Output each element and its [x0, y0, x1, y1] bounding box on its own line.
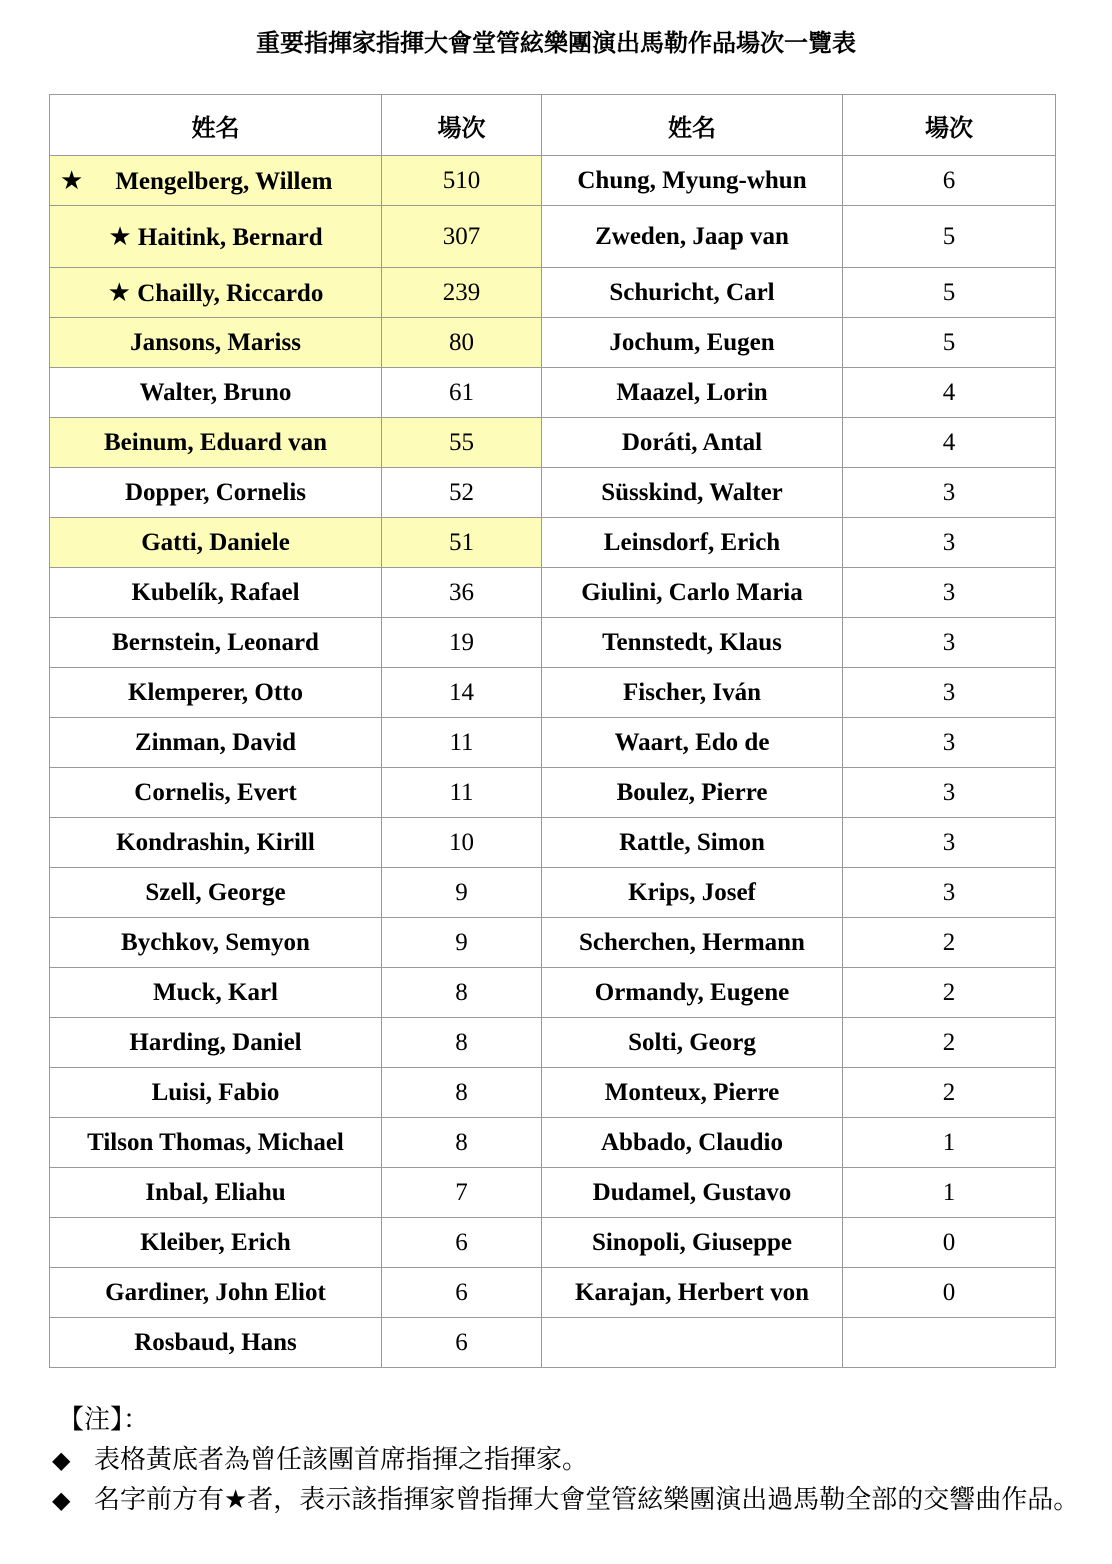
conductor-name: Mengelberg, Willem	[115, 167, 333, 195]
conductor-name: Haitink, Bernard	[137, 223, 323, 251]
conductor-name-cell: Sinopoli, Giuseppe	[542, 1218, 843, 1268]
conductor-name: Kondrashin, Kirill	[116, 828, 315, 856]
star-icon: ★	[107, 277, 131, 308]
performance-count-cell: 51	[382, 518, 542, 568]
conductor-name-cell	[50, 1068, 382, 1118]
performance-count-cell: 3	[843, 768, 1056, 818]
conductor-name: Walter, Bruno	[139, 378, 292, 406]
table-row	[50, 1118, 1056, 1168]
star-icon: ★	[108, 221, 132, 252]
performance-count-cell: 510	[382, 156, 542, 206]
conductor-name: Luisi, Fabio	[151, 1078, 280, 1106]
table-row	[50, 618, 1056, 668]
conductor-name: Bernstein, Leonard	[112, 628, 319, 656]
conductor-name: Chailly, Riccardo	[137, 279, 324, 307]
performance-count-cell: 52	[382, 468, 542, 518]
performance-count-cell: 6	[382, 1318, 542, 1368]
conductor-name-cell	[50, 206, 382, 268]
performance-count-cell: 6	[843, 156, 1056, 206]
performance-count-cell: 3	[843, 518, 1056, 568]
performance-count-cell: 5	[843, 318, 1056, 368]
performance-count-cell: 3	[843, 718, 1056, 768]
performance-count-cell: 1	[843, 1168, 1056, 1218]
conductor-name: Inbal, Eliahu	[145, 1178, 286, 1206]
performance-count-cell: 3	[843, 818, 1056, 868]
table-row	[50, 1168, 1056, 1218]
conductor-name-cell: Maazel, Lorin	[542, 368, 843, 418]
header-name-right: 姓名	[542, 95, 843, 156]
conductor-name-cell: Scherchen, Hermann	[542, 918, 843, 968]
table-row	[50, 368, 1056, 418]
header-count-left: 場次	[382, 95, 542, 156]
table-row	[50, 1218, 1056, 1268]
performance-count-cell: 239	[382, 268, 542, 318]
conductor-name-cell: Leinsdorf, Erich	[542, 518, 843, 568]
conductor-name-cell	[50, 1218, 382, 1268]
table-row	[50, 268, 1056, 318]
table-row	[50, 568, 1056, 618]
conductor-name: Gardiner, John Eliot	[105, 1278, 326, 1306]
performance-count-cell: 8	[382, 968, 542, 1018]
performance-count-cell: 2	[843, 1018, 1056, 1068]
diamond-bullet-icon: ◆	[52, 1486, 71, 1514]
conductor-name: Dopper, Cornelis	[124, 478, 307, 506]
conductor-name-cell	[50, 968, 382, 1018]
conductor-name-cell	[50, 1118, 382, 1168]
header-name-left: 姓名	[50, 95, 382, 156]
performance-count-cell: 4	[843, 418, 1056, 468]
performance-count-cell: 55	[382, 418, 542, 468]
star-icon: ★	[60, 165, 84, 196]
performance-count-cell: 0	[843, 1218, 1056, 1268]
table-row	[50, 868, 1056, 918]
performance-count-cell: 8	[382, 1118, 542, 1168]
performance-count-cell: 10	[382, 818, 542, 868]
conductor-name-cell: Fischer, Iván	[542, 668, 843, 718]
conductor-name-cell: Süsskind, Walter	[542, 468, 843, 518]
conductor-name-cell: Rattle, Simon	[542, 818, 843, 868]
table-row	[50, 1268, 1056, 1318]
conductor-name: Kubelík, Rafael	[131, 578, 300, 606]
conductor-name: Rosbaud, Hans	[134, 1328, 297, 1356]
performance-count-cell: 36	[382, 568, 542, 618]
performance-count-cell: 307	[382, 206, 542, 268]
conductor-name: Zinman, David	[134, 728, 297, 756]
performance-count-cell: 19	[382, 618, 542, 668]
conductor-name-cell	[50, 268, 382, 318]
table-header-row	[50, 95, 1056, 156]
performance-count-cell: 5	[843, 206, 1056, 268]
note-item	[52, 1480, 1092, 1520]
table-row	[50, 468, 1056, 518]
table-row	[50, 1068, 1056, 1118]
notes-heading: 【注】：	[58, 1405, 150, 1435]
conductor-name-cell	[50, 668, 382, 718]
performance-count-cell: 11	[382, 718, 542, 768]
conductor-name: Cornelis, Evert	[134, 778, 297, 806]
conductor-name-cell	[542, 1318, 843, 1368]
conductor-name-cell: Jochum, Eugen	[542, 318, 843, 368]
page-title: 重要指揮家指揮大會堂管絃樂團演出馬勒作品場次一覽表	[256, 29, 856, 57]
conductor-name-cell	[50, 156, 382, 206]
table-row	[50, 818, 1056, 868]
conductor-name: Gatti, Daniele	[141, 528, 290, 556]
conductor-name-cell	[50, 418, 382, 468]
conductor-name-cell	[50, 868, 382, 918]
table-row	[50, 518, 1056, 568]
performance-count-cell: 11	[382, 768, 542, 818]
table-row	[50, 206, 1056, 268]
performance-count-cell: 3	[843, 668, 1056, 718]
performance-count-cell: 7	[382, 1168, 542, 1218]
performance-count-cell: 8	[382, 1018, 542, 1068]
performance-count-cell: 80	[382, 318, 542, 368]
conductor-name: Jansons, Mariss	[130, 328, 301, 356]
conductor-name-cell	[50, 768, 382, 818]
performance-count-cell: 0	[843, 1268, 1056, 1318]
performance-count-cell: 4	[843, 368, 1056, 418]
performance-count-cell: 3	[843, 468, 1056, 518]
performance-count-cell: 14	[382, 668, 542, 718]
conductor-name: Beinum, Eduard van	[104, 428, 327, 456]
performance-count-cell: 3	[843, 618, 1056, 668]
conductor-name-cell: Karajan, Herbert von	[542, 1268, 843, 1318]
conductor-name-cell: Doráti, Antal	[542, 418, 843, 468]
conductor-name-cell	[50, 518, 382, 568]
conductor-name-cell: Tennstedt, Klaus	[542, 618, 843, 668]
conductor-name-cell	[50, 1168, 382, 1218]
conductor-name-cell: Schuricht, Carl	[542, 268, 843, 318]
table-row	[50, 668, 1056, 718]
conductor-name-cell	[50, 318, 382, 368]
performance-count-cell: 8	[382, 1068, 542, 1118]
diamond-bullet-icon: ◆	[52, 1446, 71, 1474]
conductor-name-cell	[50, 618, 382, 668]
table-body	[50, 156, 1056, 1368]
performance-count-cell: 2	[843, 968, 1056, 1018]
conductor-name-cell: Waart, Edo de	[542, 718, 843, 768]
note-text: 名字前方有★者，表示該指揮家曾指揮大會堂管絃樂團演出過馬勒全部的交響曲作品。	[94, 1485, 1080, 1515]
conductor-name-cell: Ormandy, Eugene	[542, 968, 843, 1018]
conductor-name-cell	[50, 1318, 382, 1368]
table-row	[50, 718, 1056, 768]
performance-count-cell: 2	[843, 918, 1056, 968]
note-item	[52, 1440, 1092, 1480]
conductor-name: Bychkov, Semyon	[121, 928, 310, 956]
conductor-name-cell	[50, 718, 382, 768]
performance-count-cell: 6	[382, 1268, 542, 1318]
performance-count-cell: 6	[382, 1218, 542, 1268]
conductor-table	[49, 94, 1056, 1368]
conductor-name-cell: Abbado, Claudio	[542, 1118, 843, 1168]
conductor-name-cell: Dudamel, Gustavo	[542, 1168, 843, 1218]
table-row	[50, 1018, 1056, 1068]
conductor-name-cell	[50, 1268, 382, 1318]
performance-count-cell: 3	[843, 568, 1056, 618]
notes-section	[52, 1400, 1092, 1520]
table-row	[50, 918, 1056, 968]
conductor-name-cell	[50, 1018, 382, 1068]
performance-count-cell: 3	[843, 868, 1056, 918]
performance-count-cell: 5	[843, 268, 1056, 318]
conductor-name-cell: Krips, Josef	[542, 868, 843, 918]
conductor-name-cell: Chung, Myung-whun	[542, 156, 843, 206]
conductor-name: Muck, Karl	[153, 978, 278, 1006]
table-row	[50, 768, 1056, 818]
performance-count-cell: 61	[382, 368, 542, 418]
conductor-name: Tilson Thomas, Michael	[87, 1128, 344, 1156]
conductor-name-cell	[50, 368, 382, 418]
conductor-name-cell	[50, 468, 382, 518]
header-count-right: 場次	[843, 95, 1056, 156]
table-row	[50, 968, 1056, 1018]
table-row	[50, 418, 1056, 468]
table-row	[50, 1318, 1056, 1368]
performance-count-cell: 9	[382, 918, 542, 968]
conductor-name-cell: Giulini, Carlo Maria	[542, 568, 843, 618]
conductor-name: Szell, George	[145, 878, 286, 906]
conductor-name-cell	[50, 818, 382, 868]
performance-count-cell: 1	[843, 1118, 1056, 1168]
table-row	[50, 318, 1056, 368]
performance-count-cell: 2	[843, 1068, 1056, 1118]
conductor-name-cell: Zweden, Jaap van	[542, 206, 843, 268]
conductor-name: Kleiber, Erich	[140, 1228, 291, 1256]
conductor-name-cell	[50, 568, 382, 618]
conductor-name-cell: Monteux, Pierre	[542, 1068, 843, 1118]
conductor-name: Klemperer, Otto	[128, 678, 303, 706]
conductor-name-cell	[50, 918, 382, 968]
conductor-name-cell: Boulez, Pierre	[542, 768, 843, 818]
conductor-name-cell: Solti, Georg	[542, 1018, 843, 1068]
performance-count-cell: 9	[382, 868, 542, 918]
table-row	[50, 156, 1056, 206]
performance-count-cell	[843, 1318, 1056, 1368]
conductor-name: Harding, Daniel	[129, 1028, 302, 1056]
note-text: 表格黃底者為曾任該團首席指揮之指揮家。	[94, 1445, 589, 1475]
